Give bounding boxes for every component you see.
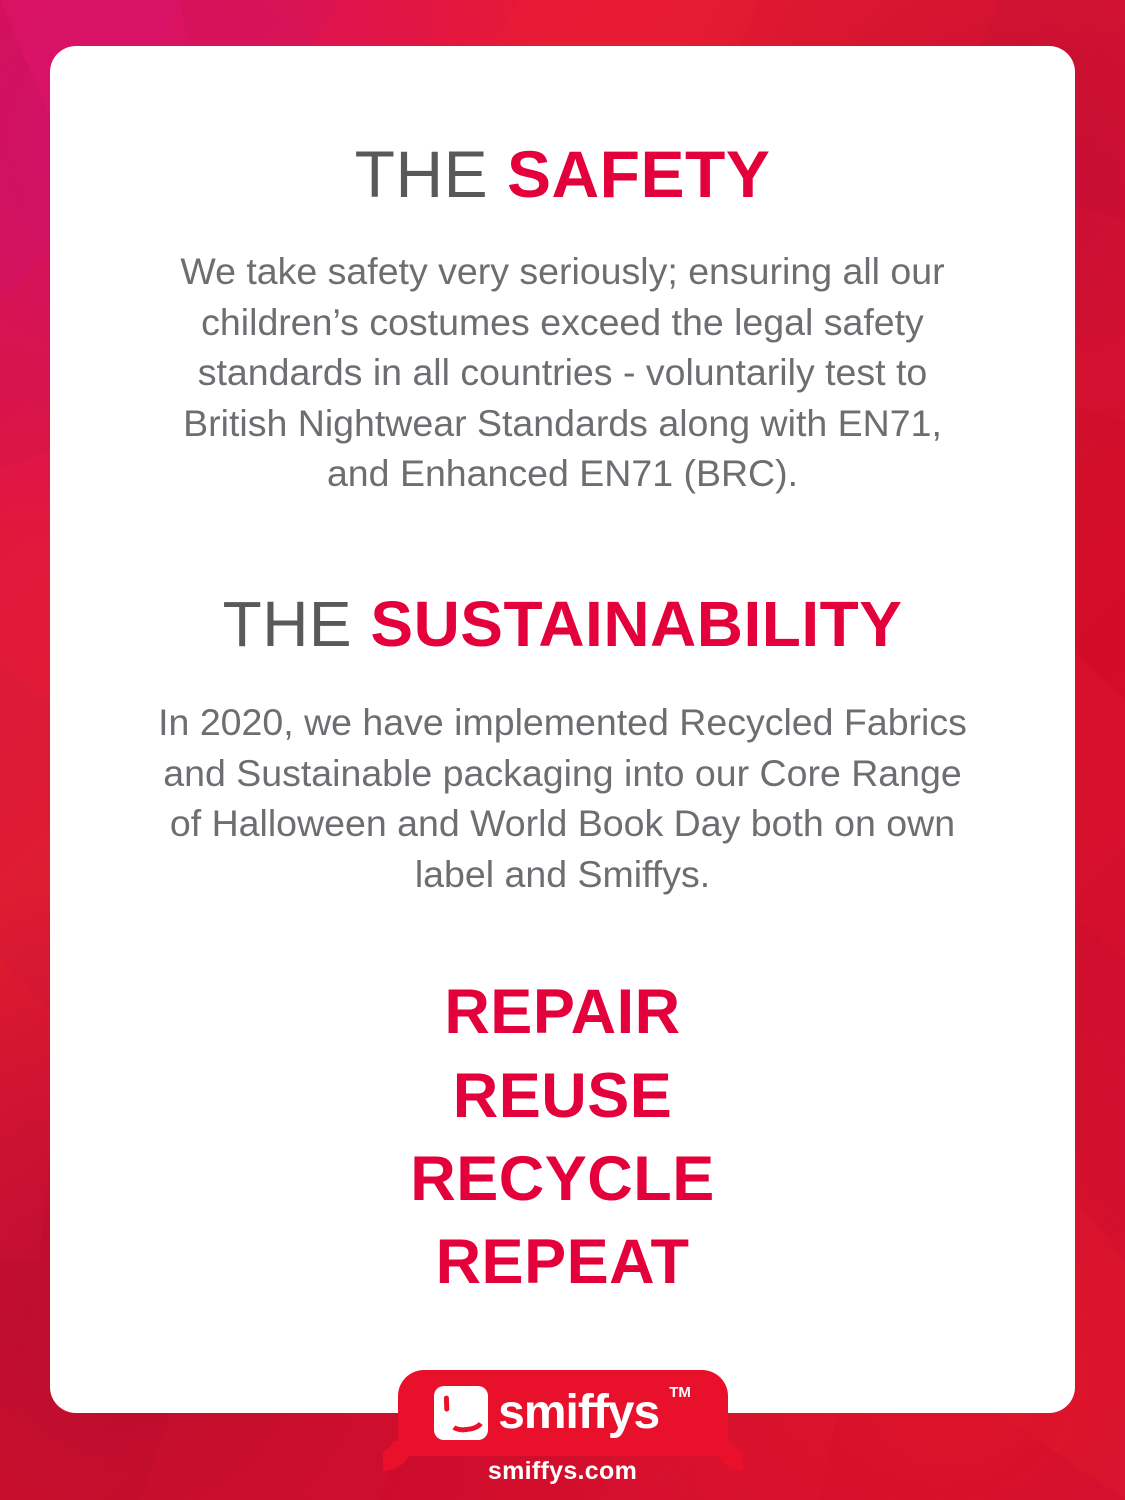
logo-wordmark: smiffys (498, 1386, 660, 1439)
heading-safety (120, 137, 1005, 211)
slogan-line: REPAIR (444, 977, 681, 1048)
website-url[interactable]: smiffys.com (487, 1457, 638, 1485)
slogan-line: REUSE (452, 1060, 673, 1131)
heading-sustainability (120, 588, 1005, 661)
content-card (50, 46, 1075, 1413)
paragraph-safety: We take safety very seriously; ensuring all our children’s costumes exceed the legal safety standards in all countries - voluntarily test to British Nightwear Standards along with EN71, and Enhanced EN71 (BRC). (180, 249, 945, 495)
heading-safety-prefix: THE (354, 137, 507, 211)
heading-sustainability-accent: SUSTAINABILITY (370, 588, 903, 661)
footer-logo-tab (398, 1370, 728, 1456)
trademark-symbol: TM (669, 1384, 691, 1401)
paragraph-sustainability: In 2020, we have implemented Recycled Fabrics and Sustainable packaging into our Core Range of Halloween and World Book Day both on own label and Smiffys. (158, 700, 967, 895)
slogan-block (120, 971, 1005, 1304)
heading-safety-accent: SAFETY (506, 137, 771, 211)
slogan-line: RECYCLE (410, 1143, 715, 1214)
section-spacer (120, 499, 1005, 591)
slogan-line: REPEAT (435, 1226, 690, 1297)
heading-sustainability-prefix: THE (222, 588, 371, 661)
smiffys-smile-icon (434, 1386, 488, 1440)
